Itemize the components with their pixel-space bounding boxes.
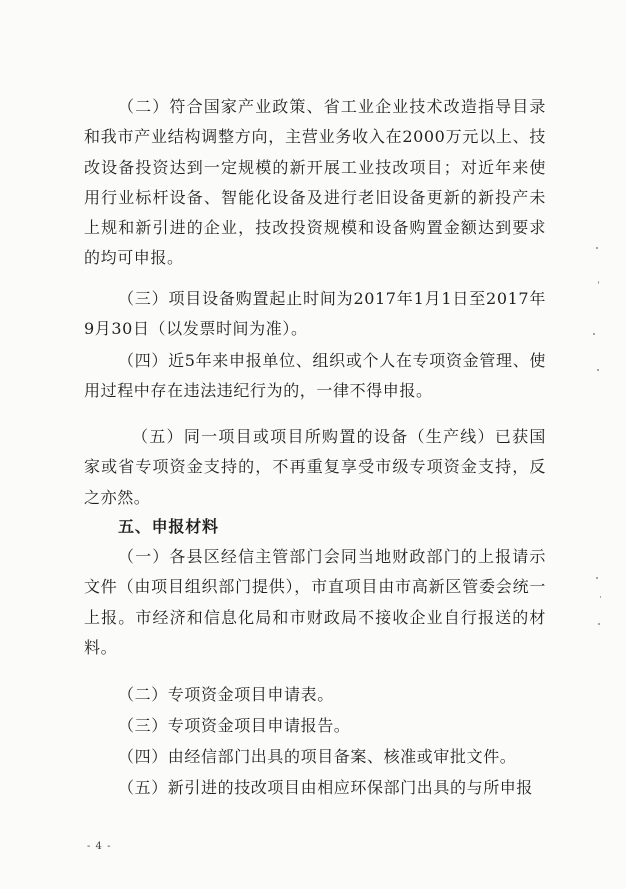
scan-speck: [596, 247, 598, 249]
scan-speck: [598, 281, 599, 284]
material-item-3: （三）专项资金项目申请报告。: [118, 716, 351, 735]
scan-speck: [596, 577, 598, 579]
paragraph-eligibility-3: （三）项目设备购置起止时间为2017年1月1日至2017年9月30日（以发票时间为准）。: [84, 289, 546, 339]
paragraph-eligibility-4: （四）近5年来申报单位、组织或个人在专项资金管理、使用过程中存在违法违纪行为的，一律不得申报。: [84, 351, 546, 401]
material-item-2: （二）专项资金项目申请表。: [118, 685, 334, 704]
scan-speck: [600, 596, 601, 598]
scan-speck: [597, 369, 599, 371]
paragraph-eligibility-2: （二）符合国家产业政策、省工业企业技术改造指导目录和我市产业结构调整方向，主营业务收入在2000万元以上、技改设备投资达到一定规模的新开展工业技改项目；对近年来使用行业标杆设备、智能化设备及进行老旧设备更新的新投产未上规和新引进的企业，技改投资规模和设备购置金额达到要求的均可申报。: [84, 97, 546, 268]
material-item-5: （五）新引进的技改项目由相应环保部门出具的与所申报: [118, 778, 534, 797]
scan-speck: [598, 623, 600, 625]
material-item-1: （一）各县区经信主管部门会同当地财政部门的上报请示文件（由项目组织部门提供），市直项目由市高新区管委会统一上报。市经济和信息化局和市财政局不接收企业自行报送的材料。: [84, 547, 546, 657]
scan-speck: [593, 333, 595, 335]
section-heading: 五、申报材料: [118, 517, 219, 536]
paragraph-eligibility-5: （五）同一项目或项目所购置的设备（生产线）已获国家或省专项资金支持的，不再重复享受市级专项资金支持，反之亦然。: [84, 427, 546, 507]
page-number: - 4 -: [87, 841, 112, 852]
material-item-4: （四）由经信部门出具的项目备案、核准或审批文件。: [118, 747, 517, 766]
